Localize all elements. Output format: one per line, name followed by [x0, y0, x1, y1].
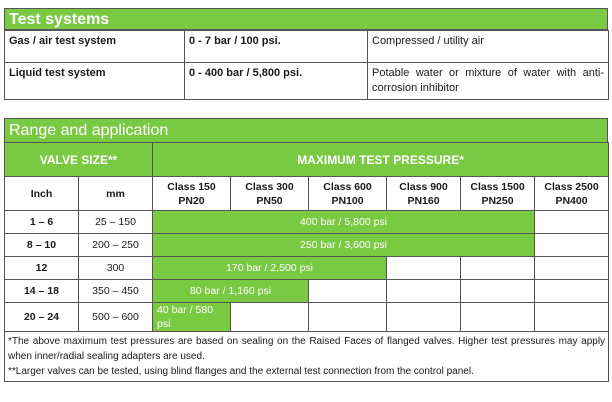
empty-cell: [387, 257, 461, 280]
system-name: Gas / air test system: [5, 31, 185, 63]
empty-cell: [231, 303, 309, 332]
pressure-bar: 250 bar / 3,600 psi: [153, 234, 535, 257]
pressure-bar: 40 bar / 580 psi: [153, 303, 231, 332]
empty-cell: [387, 303, 461, 332]
class-header: Class 900 PN160: [387, 177, 461, 211]
footnotes: [5, 332, 609, 382]
inch-cell: 1 – 6: [5, 211, 79, 234]
empty-cell: [309, 303, 387, 332]
valve-size-header: VALVE SIZE**: [5, 143, 153, 177]
system-range: 0 - 7 bar / 100 psi.: [185, 31, 368, 63]
class-header: Class 150 PN20: [153, 177, 231, 211]
inch-cell: 12: [5, 257, 79, 280]
pressure-bar: 170 bar / 2,500 psi: [153, 257, 387, 280]
table-row: [5, 211, 609, 234]
empty-cell: [387, 280, 461, 303]
mm-header: mm: [79, 177, 153, 211]
pressure-bar: 80 bar / 1,160 psi: [153, 280, 309, 303]
pressure-bar: 400 bar / 5,800 psi: [153, 211, 535, 234]
mm-cell: 25 – 150: [79, 211, 153, 234]
mm-cell: 300: [79, 257, 153, 280]
table-row: [5, 280, 609, 303]
system-range: 0 - 400 bar / 5,800 psi.: [185, 63, 368, 100]
empty-cell: [461, 280, 535, 303]
inch-header: Inch: [5, 177, 79, 211]
table-row: [5, 257, 609, 280]
footnote-row: [5, 332, 609, 382]
class-header: Class 300 PN50: [231, 177, 309, 211]
empty-cell: [535, 234, 609, 257]
footnote-2: **Larger valves can be tested, using blind flanges and the external test connection from the control panel.: [8, 366, 474, 377]
class-header: Class 600 PN100: [309, 177, 387, 211]
empty-cell: [309, 280, 387, 303]
test-systems-title: Test systems: [4, 8, 608, 30]
class-header: Class 2500 PN400: [535, 177, 609, 211]
mm-cell: 350 – 450: [79, 280, 153, 303]
empty-cell: [535, 303, 609, 332]
mm-cell: 500 – 600: [79, 303, 153, 332]
table-row: [5, 31, 609, 63]
system-medium: Compressed / utility air: [368, 31, 609, 63]
test-systems-table: [4, 8, 608, 100]
empty-cell: [535, 280, 609, 303]
pressure-header: MAXIMUM TEST PRESSURE*: [153, 143, 609, 177]
mm-cell: 200 – 250: [79, 234, 153, 257]
empty-cell: [461, 303, 535, 332]
range-application-table: [4, 118, 608, 382]
table-row: [5, 303, 609, 332]
footnote-1: *The above maximum test pressures are based on sealing on the Raised Faces of flanged valves. Higher test pressures may apply when inner/radial sealing adapters are used.: [8, 336, 606, 362]
system-medium: Potable water or mixture of water with anti-corrosion inhibitor: [368, 63, 609, 100]
table-row: [5, 63, 609, 100]
empty-cell: [535, 211, 609, 234]
inch-cell: 14 – 18: [5, 280, 79, 303]
empty-cell: [461, 257, 535, 280]
header-row: [5, 143, 609, 177]
empty-cell: [535, 257, 609, 280]
inch-cell: 8 – 10: [5, 234, 79, 257]
table-row: [5, 234, 609, 257]
class-header-row: [5, 177, 609, 211]
system-name: Liquid test system: [5, 63, 185, 100]
class-header: Class 1500 PN250: [461, 177, 535, 211]
range-application-title: Range and application: [4, 118, 608, 142]
inch-cell: 20 – 24: [5, 303, 79, 332]
